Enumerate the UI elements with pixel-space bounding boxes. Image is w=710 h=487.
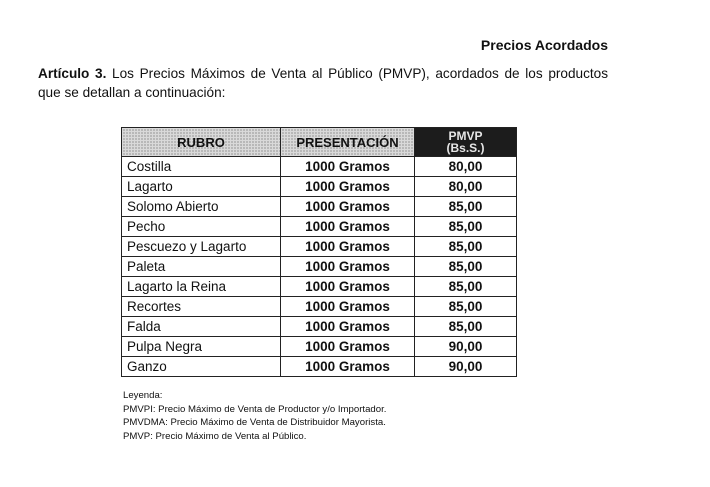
header-pmvp-label: PMVP [448, 129, 483, 143]
cell-rubro: Paleta [122, 257, 281, 277]
cell-presentacion: 1000 Gramos [281, 237, 415, 257]
cell-presentacion: 1000 Gramos [281, 337, 415, 357]
cell-rubro: Falda [122, 317, 281, 337]
cell-pmvp: 90,00 [415, 337, 517, 357]
article-label: Artículo 3. [38, 66, 107, 81]
cell-presentacion: 1000 Gramos [281, 257, 415, 277]
article-text: Los Precios Máximos de Venta al Público (PMVP), acordados de los productos que se detallan a continuación: [38, 66, 609, 100]
cell-pmvp: 85,00 [415, 197, 517, 217]
cell-presentacion: 1000 Gramos [281, 217, 415, 237]
cell-presentacion: 1000 Gramos [281, 157, 415, 177]
table-row [122, 237, 517, 257]
section-heading: Precios Acordados [480, 37, 608, 53]
cell-presentacion: 1000 Gramos [281, 297, 415, 317]
table-row [122, 317, 517, 337]
header-rubro: RUBRO [122, 128, 281, 157]
cell-pmvp: 85,00 [415, 277, 517, 297]
cell-pmvp: 90,00 [415, 357, 517, 377]
legend-title: Leyenda: [123, 390, 163, 401]
cell-pmvp: 85,00 [415, 257, 517, 277]
cell-presentacion: 1000 Gramos [281, 197, 415, 217]
header-pmvp-unit: (Bs.S.) [446, 141, 485, 155]
cell-rubro: Pecho [122, 217, 281, 237]
cell-presentacion: 1000 Gramos [281, 277, 415, 297]
cell-rubro: Costilla [122, 157, 281, 177]
legend [123, 389, 386, 443]
cell-pmvp: 85,00 [415, 297, 517, 317]
price-table [121, 127, 517, 377]
cell-rubro: Solomo Abierto [122, 197, 281, 217]
table-row [122, 257, 517, 277]
table-row [122, 197, 517, 217]
cell-presentacion: 1000 Gramos [281, 317, 415, 337]
legend-item: PMVPI: Precio Máximo de Venta de Productor y/o Importador. [123, 403, 387, 415]
header-presentacion: PRESENTACIÓN [281, 128, 415, 157]
cell-presentacion: 1000 Gramos [281, 357, 415, 377]
article-paragraph [38, 64, 608, 102]
cell-rubro: Pulpa Negra [122, 337, 281, 357]
cell-pmvp: 85,00 [415, 217, 517, 237]
cell-pmvp: 85,00 [415, 237, 517, 257]
cell-rubro: Recortes [122, 297, 281, 317]
cell-pmvp: 80,00 [415, 177, 517, 197]
table-row [122, 177, 517, 197]
legend-item: PMVDMA: Precio Máximo de Venta de Distribuidor Mayorista. [123, 417, 386, 428]
cell-pmvp: 85,00 [415, 317, 517, 337]
table-row [122, 297, 517, 317]
table-header-row [122, 128, 517, 157]
table-row [122, 337, 517, 357]
table-row [122, 277, 517, 297]
table-row [122, 217, 517, 237]
cell-rubro: Ganzo [122, 357, 281, 377]
cell-rubro: Pescuezo y Lagarto [122, 237, 281, 257]
legend-item: PMVP: Precio Máximo de Venta al Público. [123, 430, 307, 442]
cell-pmvp: 80,00 [415, 157, 517, 177]
cell-rubro: Lagarto la Reina [122, 277, 281, 297]
table-row [122, 357, 517, 377]
header-pmvp [415, 128, 517, 157]
table-row [122, 157, 517, 177]
cell-presentacion: 1000 Gramos [281, 177, 415, 197]
cell-rubro: Lagarto [122, 177, 281, 197]
